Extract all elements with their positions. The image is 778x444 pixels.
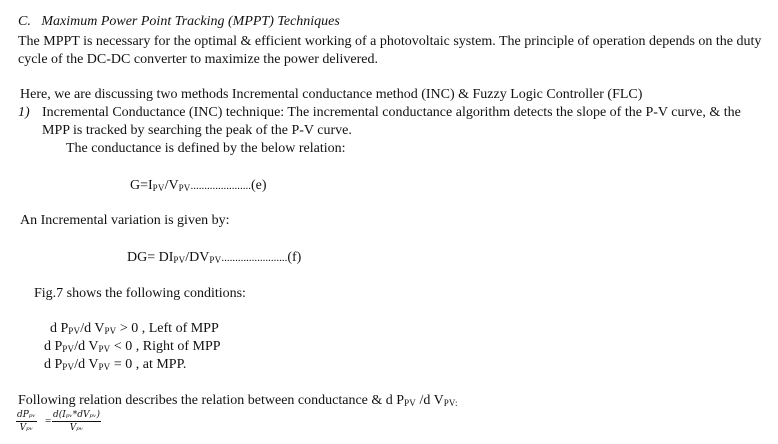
equation-f [127, 249, 301, 269]
formula-equals: = [45, 415, 52, 427]
formula-rhs-denominator: Vₚᵥ [69, 423, 84, 433]
eq-e-prefix: G=I [130, 178, 153, 193]
condition-text: d P [50, 321, 69, 336]
relation-sub1: PV [404, 398, 416, 408]
relation-sub2: PV: [443, 398, 458, 408]
intro-line-1: The MPPT is necessary for the optimal & efficient working of a photovoltaic system. The principle of operation depends on the duty [18, 34, 762, 49]
eq-e-mid: /V [164, 178, 179, 193]
inc-line-3: The conductance is defined by the below relation: [66, 141, 346, 156]
fig7-text: Fig.7 shows the following conditions: [34, 286, 246, 301]
condition-text: < 0 , Right of MPP [110, 339, 221, 354]
incremental-variation-text: An Incremental variation is given by: [20, 213, 230, 228]
intro-line-2: cycle of the DC-DC converter to maximize the power delivered. [18, 52, 378, 67]
relation-text-b: /d V [415, 393, 444, 408]
formula-rhs-numerator: d(Iₚᵥ*dVₚᵥ) [53, 410, 101, 420]
condition-text: d P [44, 357, 63, 372]
condition-text: d P [44, 339, 63, 354]
section-heading [18, 13, 340, 31]
inc-number: 1) [18, 105, 30, 120]
section-title: Maximum Power Point Tracking (MPPT) Techniques [41, 14, 340, 29]
condition-item [44, 338, 221, 358]
eq-f-prefix: DG= DI [127, 250, 174, 265]
eq-e-dots: ...................... [190, 180, 251, 192]
methods-line: Here, we are discussing two methods Incremental conductance method (INC) & Fuzzy Logic Controller (FLC) [20, 87, 643, 102]
eq-e-label: (e) [250, 178, 267, 193]
eq-f-dots: ........................ [221, 252, 288, 264]
fraction-bar [16, 421, 37, 422]
relation-text [18, 392, 458, 412]
formula-lhs-denominator: Vₚᵥ [19, 423, 34, 433]
fraction-bar [52, 421, 101, 422]
section-label: C. [18, 14, 31, 29]
formula-rhs-fraction [52, 410, 101, 433]
formula-lhs-numerator: dPₚᵥ [17, 410, 36, 420]
condition-sub: PV [62, 344, 75, 354]
formula-lhs-fraction [16, 410, 37, 433]
condition-text: > 0 , Left of MPP [116, 321, 219, 336]
condition-text: /d V [74, 357, 99, 372]
eq-e-sub2: PV [178, 183, 191, 193]
relation-text-a: Following relation describes the relation between conductance & d P [18, 393, 405, 408]
condition-text: = 0 , at MPP. [110, 357, 187, 372]
eq-f-sub1: PV [173, 255, 186, 265]
eq-f-mid: /DV [185, 250, 210, 265]
condition-item [50, 320, 219, 340]
condition-text: /d V [74, 339, 99, 354]
condition-sub: PV [68, 326, 81, 336]
eq-f-sub2: PV [209, 255, 222, 265]
condition-text: /d V [80, 321, 105, 336]
condition-sub: PV [62, 362, 75, 372]
condition-item [44, 356, 186, 376]
condition-sub: PV [104, 326, 117, 336]
equation-e [130, 177, 267, 197]
condition-sub: PV [98, 362, 111, 372]
condition-sub: PV [98, 344, 111, 354]
inc-line-1: Incremental Conductance (INC) technique: The incremental conductance algorithm detects the slope of the P-V curve, & the [42, 105, 741, 120]
inc-line-2: MPP is tracked by searching the peak of the P-V curve. [42, 123, 352, 138]
eq-e-sub1: PV [152, 183, 165, 193]
eq-f-label: (f) [287, 250, 302, 265]
